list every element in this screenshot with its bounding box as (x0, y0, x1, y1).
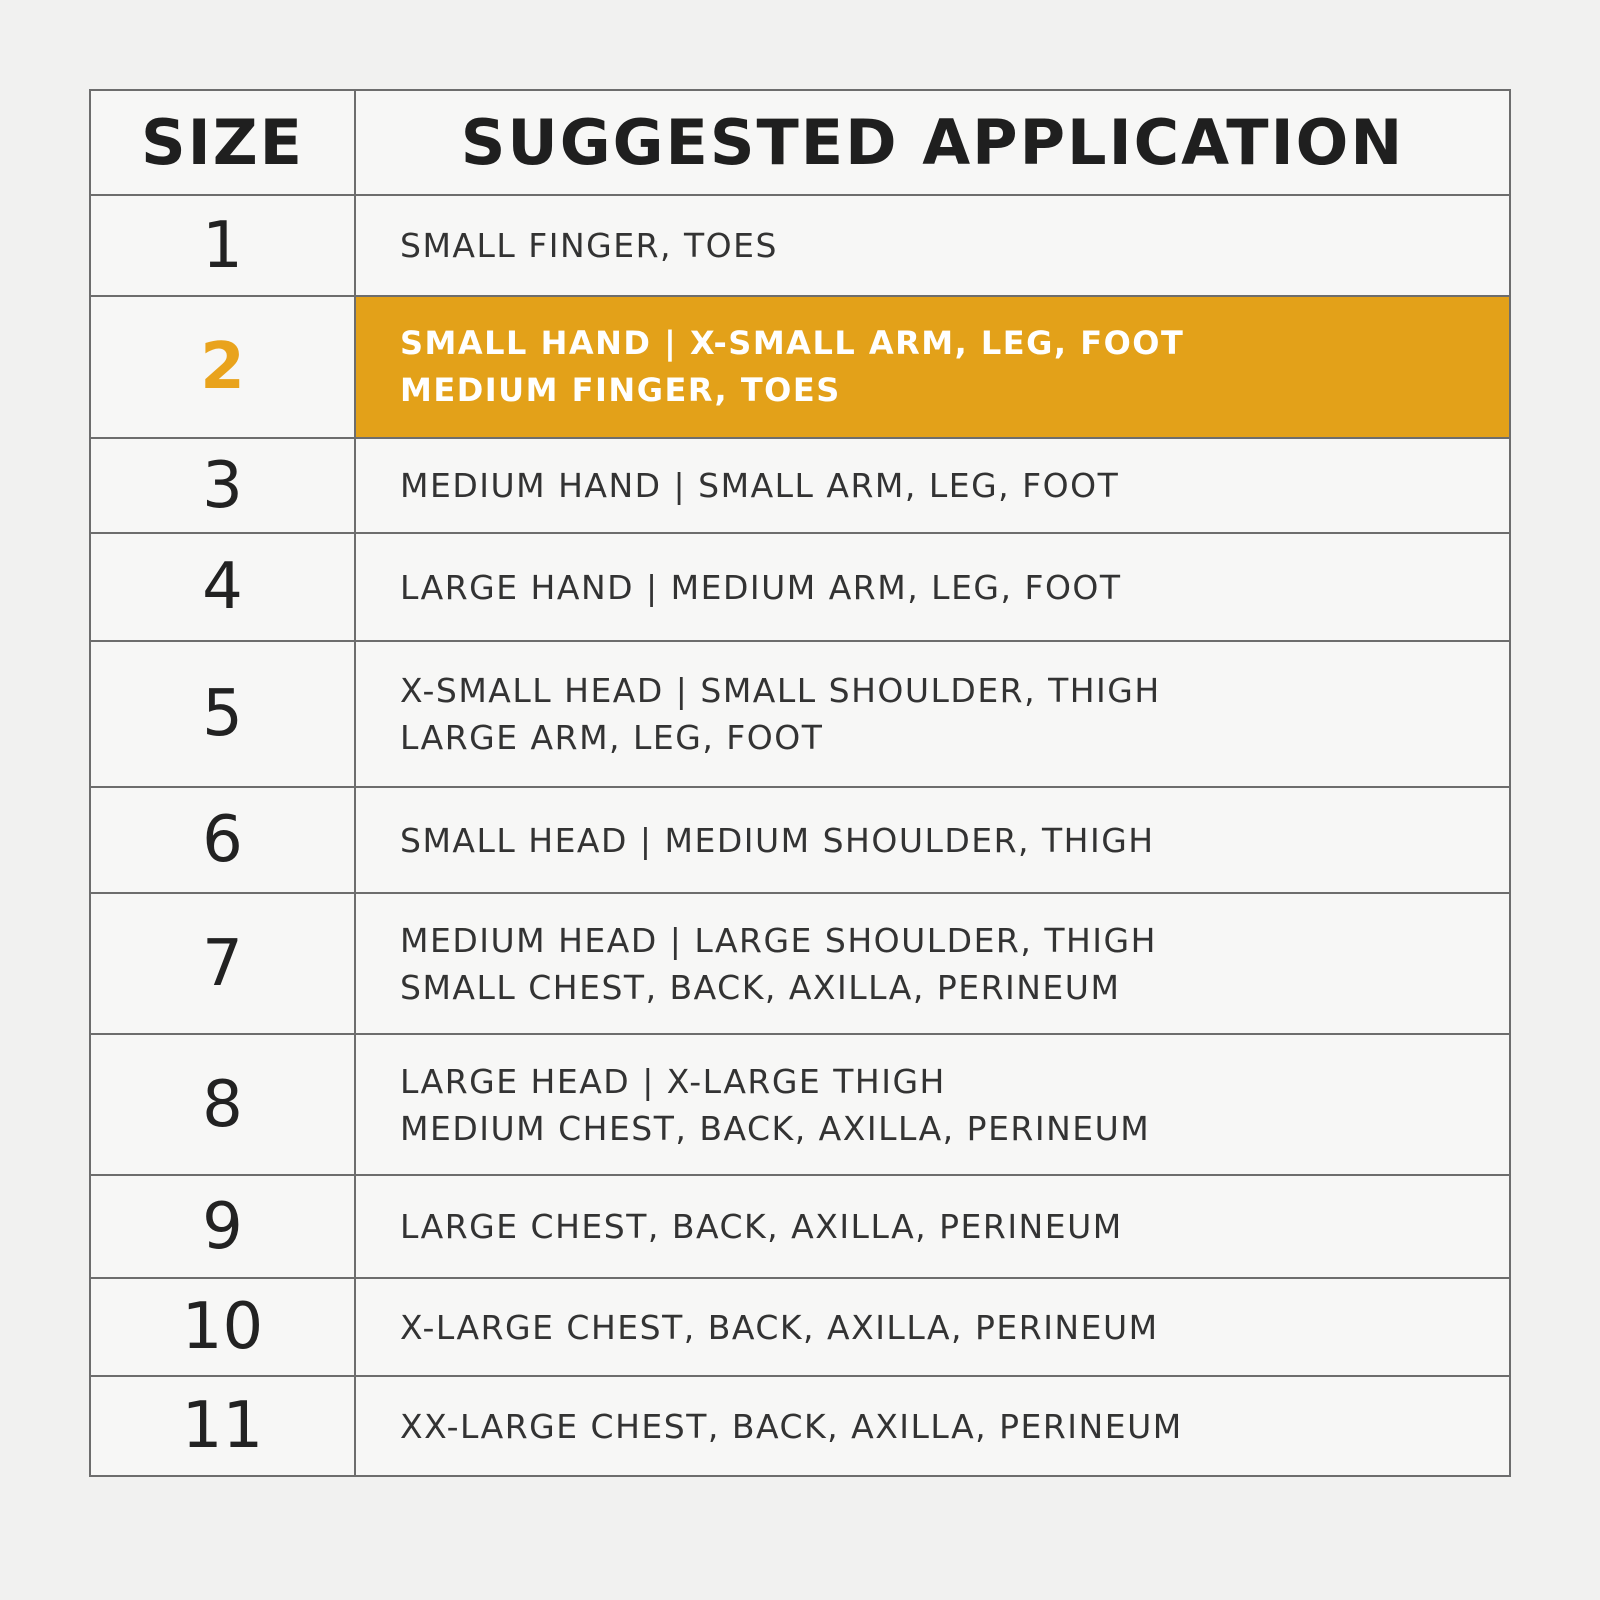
application-line: X-SMALL HEAD | SMALL SHOULDER, THIGH (400, 671, 1161, 710)
size-value: 10 (91, 1278, 355, 1376)
application-cell (355, 195, 1509, 296)
application-line: XX-LARGE CHEST, BACK, AXILLA, PERINEUM (400, 1406, 1183, 1446)
table-row (91, 1175, 1509, 1278)
application-line: MEDIUM FINGER, TOES (400, 371, 841, 409)
application-cell (355, 1175, 1509, 1278)
size-value: 3 (91, 438, 355, 533)
application-cell (355, 1278, 1509, 1376)
size-column-header: SIZE (91, 91, 355, 195)
application-cell (355, 296, 1509, 438)
size-value: 8 (91, 1034, 355, 1175)
size-value: 5 (91, 641, 355, 787)
size-value: 4 (91, 533, 355, 641)
table-body (91, 195, 1509, 1475)
application-column-header: SUGGESTED APPLICATION (355, 91, 1509, 195)
application-line: SMALL HEAD | MEDIUM SHOULDER, THIGH (400, 820, 1155, 860)
application-line: LARGE CHEST, BACK, AXILLA, PERINEUM (400, 1207, 1123, 1246)
table-row (91, 438, 1509, 533)
header-row (91, 91, 1509, 195)
size-value: 9 (91, 1175, 355, 1278)
application-cell (355, 1034, 1509, 1175)
table-row (91, 195, 1509, 296)
table-row (91, 1278, 1509, 1376)
application-line: LARGE HAND | MEDIUM ARM, LEG, FOOT (400, 567, 1122, 607)
application-line: MEDIUM HAND | SMALL ARM, LEG, FOOT (400, 466, 1120, 505)
application-cell (355, 641, 1509, 787)
application-cell (355, 438, 1509, 533)
size-value: 6 (91, 787, 355, 893)
application-line: SMALL FINGER, TOES (400, 226, 778, 265)
size-chart (89, 89, 1511, 1477)
size-value: 1 (91, 195, 355, 296)
application-line: LARGE HEAD | X-LARGE THIGH (400, 1061, 946, 1101)
application-line: MEDIUM HEAD | LARGE SHOULDER, THIGH (400, 920, 1157, 960)
size-value: 7 (91, 893, 355, 1034)
application-line: SMALL CHEST, BACK, AXILLA, PERINEUM (400, 967, 1121, 1007)
table-row (91, 893, 1509, 1034)
application-line: MEDIUM CHEST, BACK, AXILLA, PERINEUM (400, 1108, 1151, 1148)
table-row (91, 1034, 1509, 1175)
application-cell (355, 787, 1509, 893)
table-row (91, 787, 1509, 893)
application-cell (355, 533, 1509, 641)
application-cell (355, 1376, 1509, 1475)
application-line: X-LARGE CHEST, BACK, AXILLA, PERINEUM (400, 1307, 1159, 1347)
table-row (91, 641, 1509, 787)
table-row (91, 1376, 1509, 1475)
table-row (91, 296, 1509, 438)
application-line: SMALL HAND | X-SMALL ARM, LEG, FOOT (400, 324, 1185, 362)
table-row (91, 533, 1509, 641)
size-value: 2 (91, 296, 355, 438)
size-table (91, 91, 1509, 1475)
application-cell (355, 893, 1509, 1034)
application-line: LARGE ARM, LEG, FOOT (400, 718, 824, 757)
size-value: 11 (91, 1376, 355, 1475)
